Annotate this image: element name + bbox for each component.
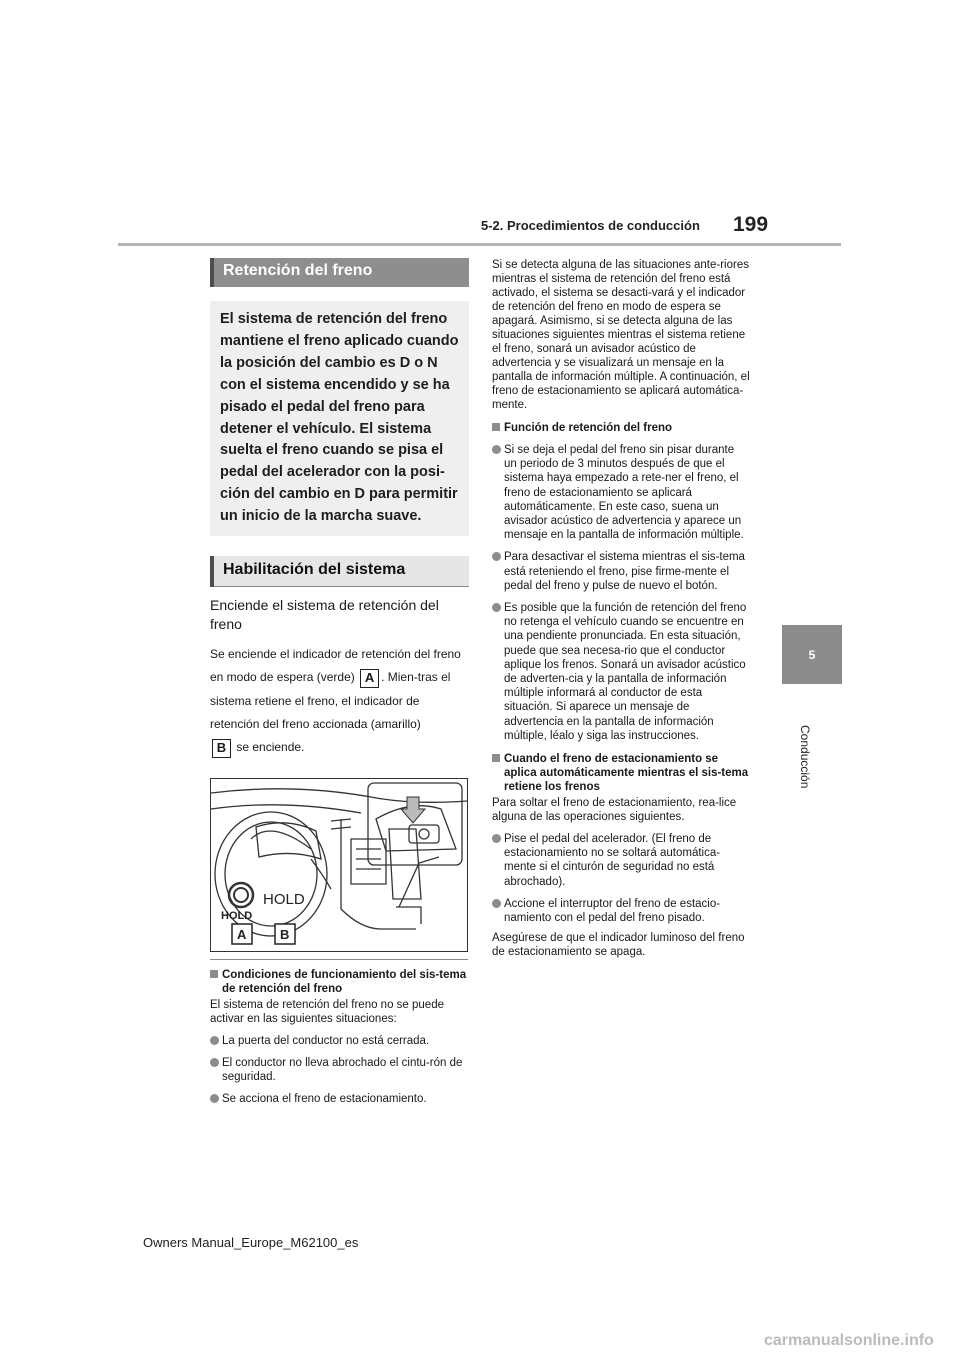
- right-column: [492, 258, 750, 959]
- chapter-label: Conducción: [798, 725, 812, 789]
- brake-hold-bullet: Para desactivar el sistema mientras el sis-tema está reteniendo el freno, pise firme-mente el pedal del freno y pulse de nuevo el botón.: [492, 550, 750, 593]
- brake-hold-bullet: Si se deja el pedal del freno sin pisar durante un periodo de 3 minutos después de que el sistema haya empezado a rete-ner el freno, el freno de estacionamiento se aplicará automáticamente. En este caso, suena un avisador acústico de advertencia y aparece un mensaje en la pantalla de información múltiple.: [492, 443, 750, 542]
- conditions-bullet: Se acciona el freno de estacionamiento.: [210, 1092, 469, 1106]
- section-banner-brake-hold: Retención del freno: [210, 258, 469, 287]
- parking-brake-heading: Cuando el freno de estacionamiento se aplica automáticamente mientras el sis-tema retiene los frenos: [492, 752, 750, 794]
- section-title: 5-2. Procedimientos de conducción: [481, 218, 700, 233]
- closing-paragraph: Asegúrese de que el indicador luminoso del freno de estacionamiento se apaga.: [492, 932, 745, 959]
- watermark: carmanualsonline.info: [764, 1332, 934, 1349]
- left-column: [210, 258, 469, 1106]
- figure-divider: [210, 959, 468, 960]
- right-intro-paragraph: Si se detecta alguna de las situaciones ante-riores mientras el sistema de retención del freno está activado, el sistema se desacti-vará y el indicador de retención del freno en modo de espera se apagará. Asimismo, si se detecta alguna de las situaciones siguientes mientras el sistema retiene el freno, sonará un avisador acústico de advertencia y se visualizará un mensaje en la pantalla de información múltiple. A continuación, el freno de estacionamiento se aplicará automática-mente.: [492, 259, 750, 411]
- label-b-badge: B: [212, 739, 231, 758]
- step-subtext-part1: Se enciende el indicador de retención del freno en modo de espera (verde): [210, 647, 461, 685]
- step-subtext-part3: se enciende.: [236, 740, 305, 755]
- footer-document-id: Owners Manual_Europe_M62100_es: [143, 1235, 359, 1250]
- label-a-badge: A: [360, 669, 379, 688]
- hold-indicator-b-label: HOLD: [263, 890, 305, 908]
- step-subtext-part2: . Mien-tras el sistema retiene el freno, el indicador de retención del freno accionada (amarillo): [210, 670, 451, 731]
- section-banner-enable-system: Habilitación del sistema: [210, 556, 469, 587]
- intro-box: El sistema de retención del freno mantiene el freno aplicado cuando la posición del cambio es D o N con el sistema encendido y se ha pisado el pedal del freno para detener el vehículo. El sistema suelta el freno cuando se pisa el pedal del acelerador con la posi-ción del cambio en D para permitir un inicio de la marcha suave.: [210, 301, 469, 536]
- dashboard-illustration: [210, 778, 468, 952]
- brake-hold-bullet: Es posible que la función de retención del freno no retenga el vehículo cuando se encuentre en una pendiente pronunciada. En esta situación, puede que sea necesa-rio que el conductor aplique los frenos. Sonará un avisador acústico de adverten-cia y la pantalla de información múltiple informará al conductor de esta situación. Si aparece un mensaje de advertencia en la pantalla de información múltiple, léalo y siga las instrucciones.: [492, 601, 750, 743]
- chapter-tab[interactable]: [782, 625, 842, 684]
- parking-brake-bullet: Accione el interruptor del freno de estacio-namiento con el pedal del freno pisado.: [492, 897, 750, 925]
- parking-brake-bullet: Pise el pedal del acelerador. (El freno de estacionamiento no se soltará automática-mente si el cinturón de seguridad no está abrochado).: [492, 832, 750, 889]
- conditions-bullet: El conductor no lleva abrochado el cintu-rón de seguridad.: [210, 1056, 469, 1084]
- brake-hold-function-heading: Función de retención del freno: [492, 421, 750, 435]
- parking-brake-paragraph: Para soltar el freno de estacionamiento, rea-lice alguna de las operaciones siguientes.: [492, 797, 737, 824]
- dashboard-drawing: [211, 779, 467, 951]
- page-number: 199: [733, 213, 769, 236]
- header-divider: [118, 243, 841, 246]
- conditions-bullet: La puerta del conductor no está cerrada.: [210, 1034, 469, 1048]
- chapter-number: 5: [808, 647, 816, 662]
- callout-b-label: B: [280, 926, 290, 942]
- hold-indicator-a-label: HOLD: [221, 909, 253, 922]
- callout-a-label: A: [237, 926, 247, 942]
- step-text: Enciende el sistema de retención del freno: [210, 597, 439, 633]
- conditions-paragraph: El sistema de retención del freno no se puede activar en las siguientes situaciones:: [210, 998, 444, 1025]
- step-subtext: [210, 643, 469, 759]
- conditions-heading: Condiciones de funcionamiento del sis-tema de retención del freno: [210, 968, 469, 996]
